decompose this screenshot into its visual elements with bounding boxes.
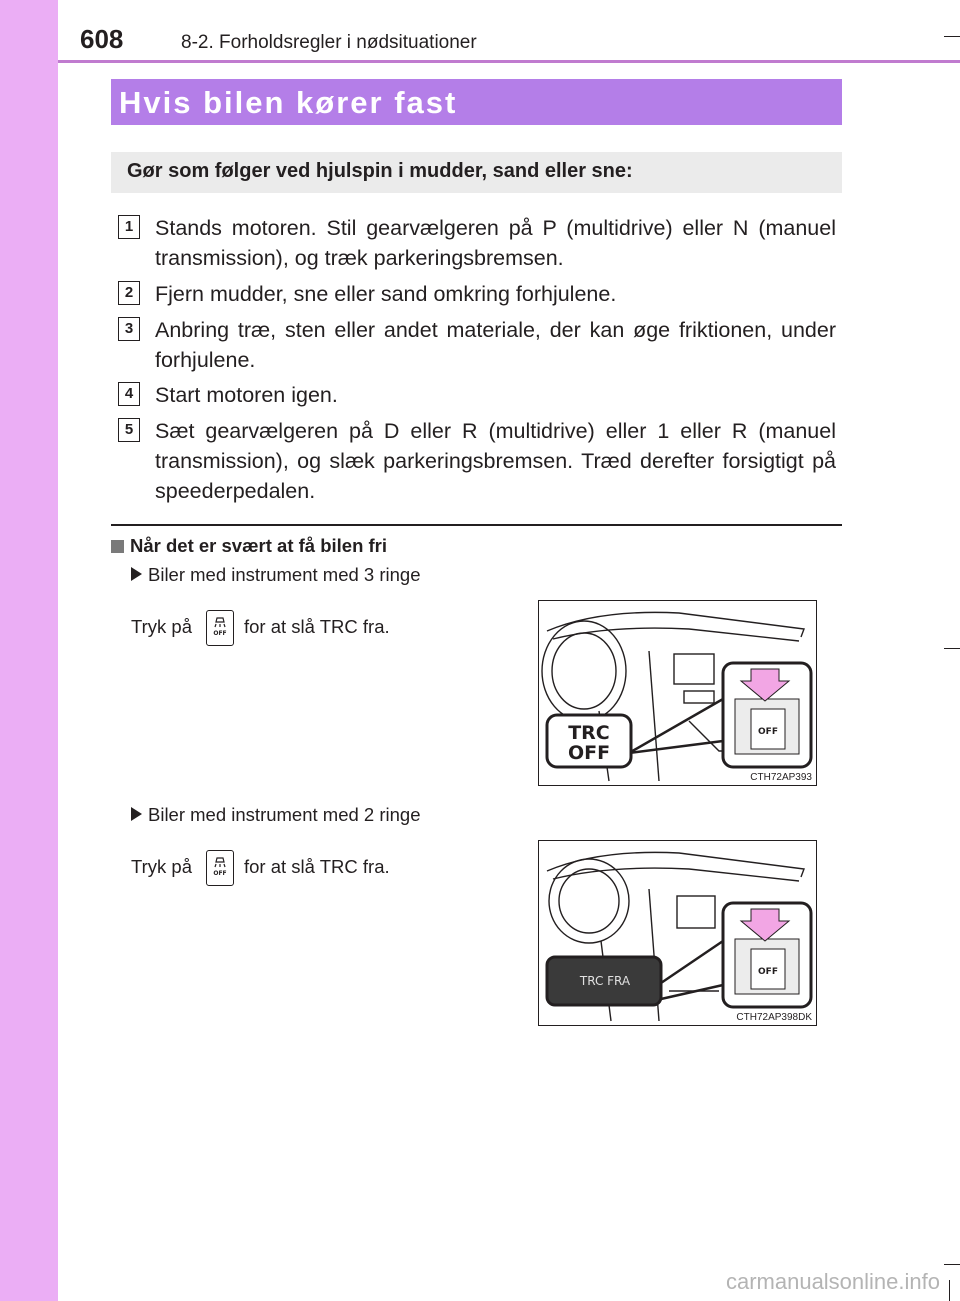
page-header <box>58 0 960 62</box>
button-icon-text: OFF <box>213 630 227 637</box>
section-divider <box>111 524 842 526</box>
instruction-suffix: for at slå TRC fra. <box>244 855 390 877</box>
dashboard-illustration <box>539 601 817 786</box>
step-number-badge: 4 <box>118 382 140 406</box>
page-title: Hvis bilen kører fast <box>111 79 842 125</box>
trc-off-button-icon <box>206 850 234 886</box>
button-label: OFF <box>758 727 778 737</box>
step-text: Stands motoren. Stil gearvælgeren på P (multidrive) eller N (manuel transmission), og træk parkeringsbremsen. <box>155 216 836 270</box>
variant-label <box>131 564 420 586</box>
button-icon-text: OFF <box>213 870 227 877</box>
side-color-strip <box>0 0 58 1301</box>
step-text: Sæt gearvælgeren på D eller R (multidrive) eller 1 eller R (manuel transmission), og slæk parkeringsbremsen. Træd derefter forsigtigt på speederpedalen. <box>155 419 836 503</box>
step-item <box>118 416 836 506</box>
dashboard-figure <box>538 840 817 1026</box>
step-item <box>118 213 836 273</box>
step-number-badge: 1 <box>118 215 140 239</box>
variant-label-text: Biler med instrument med 3 ringe <box>148 564 421 585</box>
triangle-bullet-icon <box>131 807 142 821</box>
step-text: Fjern mudder, sne eller sand omkring forhjulene. <box>155 282 617 306</box>
variant-label-text: Biler med instrument med 2 ringe <box>148 804 421 825</box>
note-heading <box>111 535 387 557</box>
callout-line2: OFF <box>567 742 611 764</box>
crop-mark <box>949 1280 950 1301</box>
instruction-line <box>131 610 390 646</box>
callout-text: TRC FRA <box>579 974 631 988</box>
dashboard-figure <box>538 600 817 786</box>
instruction-prefix: Tryk på <box>131 615 192 637</box>
crop-mark <box>944 1264 960 1265</box>
button-label: OFF <box>758 967 778 977</box>
triangle-bullet-icon <box>131 567 142 581</box>
step-item <box>118 279 836 309</box>
step-text: Anbring træ, sten eller andet materiale, der kan øge friktionen, under forhjulene. <box>155 318 836 372</box>
note-heading-text: Når det er svært at få bilen fri <box>130 535 388 556</box>
step-number-badge: 3 <box>118 317 140 341</box>
dashboard-illustration <box>539 841 817 1026</box>
step-number-badge: 5 <box>118 418 140 442</box>
page-number: 608 <box>80 24 124 54</box>
step-number-badge: 2 <box>118 281 140 305</box>
instruction-prefix: Tryk på <box>131 855 192 877</box>
variant-label <box>131 804 420 826</box>
section-label: 8-2. Forholdsregler i nødsituationer <box>181 32 477 53</box>
step-item <box>118 315 836 375</box>
procedure-heading: Gør som følger ved hjulspin i mudder, sand eller sne: <box>111 152 842 193</box>
figure-code: CTH72AP393 <box>750 772 812 783</box>
header-rule <box>58 60 960 63</box>
trc-off-button-icon <box>206 610 234 646</box>
crop-mark <box>944 36 960 37</box>
instruction-line <box>131 850 390 886</box>
callout-line1: TRC <box>568 722 610 744</box>
watermark: carmanualsonline.info <box>725 1269 940 1294</box>
crop-mark <box>944 648 960 649</box>
instruction-suffix: for at slå TRC fra. <box>244 615 390 637</box>
square-bullet-icon <box>111 540 124 553</box>
figure-code: CTH72AP398DK <box>736 1012 812 1023</box>
step-item <box>118 380 836 410</box>
step-text: Start motoren igen. <box>155 383 338 407</box>
